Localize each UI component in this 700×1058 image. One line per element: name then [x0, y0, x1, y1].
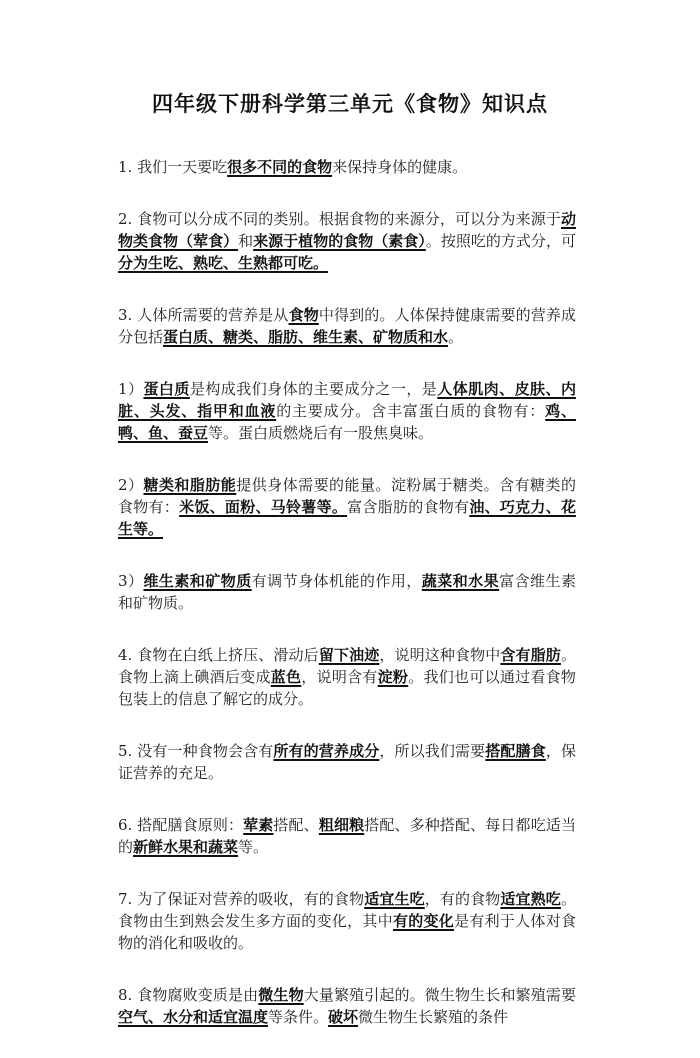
paragraph	[118, 740, 576, 784]
paragraph-text: 。按照吃的方式分，可	[425, 232, 576, 250]
paragraph-text: 来保持身体的健康。	[332, 158, 468, 176]
paragraph	[118, 208, 576, 274]
paragraph-text: 2. 食物可以分成不同的类别。根据食物的来源分，可以分为来源于	[118, 210, 561, 228]
paragraph-text: 5. 没有一种食物会含有	[118, 742, 274, 760]
key-term: 米饭、面粉、马铃薯等。	[179, 498, 348, 516]
paragraph	[118, 474, 576, 540]
document-body	[118, 156, 576, 1058]
paragraph-text: ，所以我们需要	[379, 742, 486, 760]
key-term: 食物	[288, 306, 319, 324]
key-term: 鸡、鸭、鱼、蚕豆	[118, 402, 576, 442]
paragraph-text: 中得到的。人体保持健康需要的营养成分包括	[118, 306, 576, 346]
key-term: 动物类食物（荤食）	[118, 210, 576, 250]
paragraph	[118, 888, 576, 954]
paragraph-text: 。食物由生到熟会发生多方面的变化，其中	[118, 890, 576, 930]
key-term: 人体肌肉、皮肤、内脏、头发、指甲和血液	[118, 380, 576, 420]
paragraph-text: 。食物上滴上碘酒后变成	[118, 646, 576, 686]
key-term: 维生素和矿物质	[143, 572, 252, 590]
paragraph-text: 是构成我们身体的主要成分之一，是	[189, 380, 438, 398]
paragraph-text: 和	[238, 232, 254, 250]
paragraph-text: 等条件。	[268, 1008, 329, 1026]
paragraph-text: 1. 我们一天要吃	[118, 158, 228, 176]
key-term: 分为生吃、熟吃、生熟都可吃。	[118, 254, 329, 272]
paragraph-text: 等。	[238, 838, 269, 856]
paragraph-text: 大量繁殖引起的。微生物生长和繁殖需要	[303, 986, 576, 1004]
key-term: 有的变化	[392, 912, 455, 930]
paragraph	[118, 156, 576, 178]
key-term: 很多不同的食物	[227, 158, 333, 176]
paragraph-text: 3. 人体所需要的营养是从	[118, 306, 289, 324]
key-term: 新鲜水果和蔬菜	[133, 838, 239, 856]
paragraph-text: 等。蛋白质燃烧后有一股焦臭味。	[208, 424, 434, 442]
paragraph	[118, 378, 576, 444]
paragraph-text: 6. 搭配膳食原则：	[118, 816, 244, 834]
key-term: 空气、水分和适宜温度	[118, 1008, 269, 1026]
paragraph-text: 。	[448, 328, 464, 346]
paragraph-text: 4. 食物在白纸上挤压、滑动后	[118, 646, 319, 664]
key-term: 留下油迹	[318, 646, 380, 664]
paragraph-text: 有调节身体机能的作用，	[251, 572, 422, 590]
paragraph	[118, 814, 576, 858]
paragraph	[118, 984, 576, 1028]
paragraph-text: ，有的食物	[424, 890, 501, 908]
key-term: 蛋白质	[143, 380, 190, 398]
key-term: 含有脂肪	[500, 646, 561, 664]
paragraph-text: 的主要成分。含丰富蛋白质的食物有：	[276, 402, 546, 420]
paragraph	[118, 570, 576, 614]
key-term: 粗细粮	[318, 816, 365, 834]
key-term: 油、巧克力、花生等。	[118, 498, 576, 538]
paragraph-text: 7. 为了保证对营养的吸收，有的食物	[118, 890, 365, 908]
paragraph-text: ，说明含有	[301, 668, 378, 686]
key-term: 微生物	[258, 986, 304, 1004]
paragraph-text: ，保证营养的充足。	[118, 742, 576, 782]
key-term: 适宜熟吃	[500, 890, 561, 908]
paragraph-text: 搭配、多种搭配、每日都吃适当的	[118, 816, 576, 856]
key-term: 搭配膳食	[485, 742, 546, 760]
paragraph	[118, 304, 576, 348]
paragraph-text: 提供身体需要的能量。淀粉属于糖类。含有糖类的食物有：	[118, 476, 576, 516]
key-term: 蔬菜和水果	[421, 572, 500, 590]
paragraph-text: 。我们也可以通过看食物包装上的信息了解它的成分。	[118, 668, 576, 708]
key-term: 糖类和脂肪能	[143, 476, 237, 494]
paragraph-text: 富含脂肪的食物有	[347, 498, 470, 516]
paragraph-text: 8. 食物腐败变质是由	[118, 986, 259, 1004]
paragraph-text: 是有利于人体对食物的消化和吸收的。	[118, 912, 576, 952]
key-term: 所有的营养成分	[273, 742, 380, 760]
paragraph-text: 1）	[118, 380, 144, 398]
key-term: 淀粉	[377, 668, 409, 686]
paragraph-text: ，说明这种食物中	[379, 646, 501, 664]
paragraph-text: 2）	[118, 476, 144, 494]
key-term: 荤素	[243, 816, 274, 834]
key-term: 适宜生吃	[364, 890, 425, 908]
paragraph-text: 微生物生长繁殖的条件	[358, 1008, 509, 1026]
paragraph-text: 3）	[118, 572, 144, 590]
key-term: 蛋白质、糖类、脂肪、维生素、矿物质和水	[163, 328, 449, 346]
page-title: 四年级下册科学第三单元《食物》知识点	[152, 92, 548, 116]
key-term: 蓝色	[270, 668, 302, 686]
paragraph-text: 搭配、	[273, 816, 319, 834]
paragraph	[118, 644, 576, 710]
paragraph-text: 富含维生素和矿物质。	[118, 572, 576, 612]
key-term: 破坏	[328, 1008, 359, 1026]
key-term: 来源于植物的食物（素食）	[253, 232, 426, 250]
